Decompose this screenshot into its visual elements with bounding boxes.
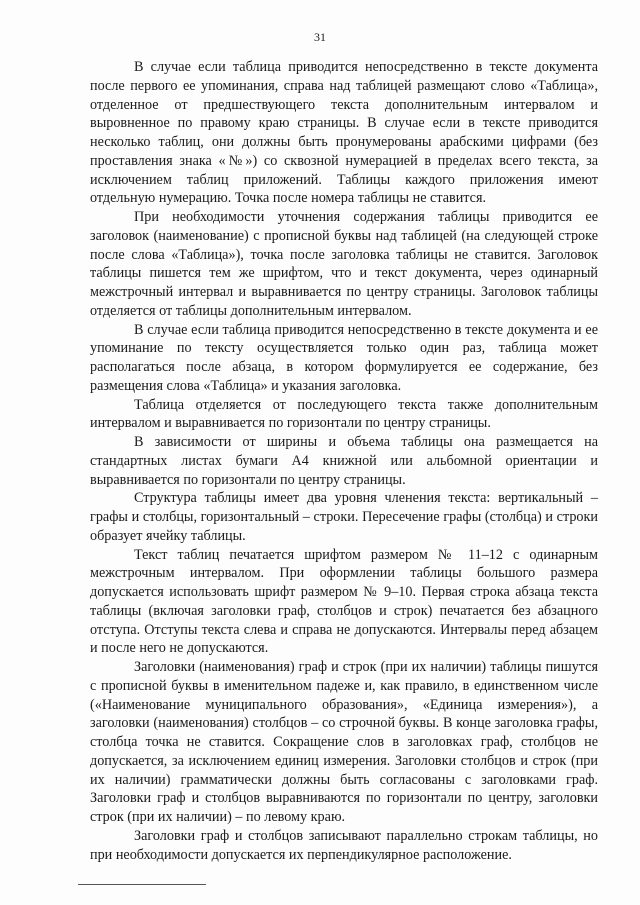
paragraph-table-placement: В случае если таблица приводится непосредственно в тексте документа после первого ее упоминания, справа над таблицей размещают слово «Таблица», отделенное от предшествующего текста дополнительным интервалом и выровненное по правому краю страницы. В случае если в тексте приводится несколько таблиц, они должны быть пронумерованы арабскими цифрами (без проставления знака «№») со сквозной нумерацией в пределах всего текста, за исключением таблиц приложений. Таблицы каждого приложения имеют отдельную нумерацию. Точка после номера таблицы не ставится. bbox=[90, 59, 598, 207]
paragraph-page-orientation: В зависимости от ширины и объема таблицы она размещается на стандартных листах бумаги А4 книжной или альбомной ориентации и выравнивается по горизонтали по центру страницы. bbox=[90, 434, 598, 488]
footnote-rule bbox=[78, 884, 206, 885]
paragraph-heading-orientation: Заголовки граф и столбцов записывают параллельно строкам таблицы, но при необходимости допускается их перпендикулярное расположение. bbox=[90, 827, 598, 863]
paragraph-table-title: При необходимости уточнения содержания таблицы приводится ее заголовок (наименование) с прописной буквы над таблицей (на следующей строке после слова «Таблица»), точка после заголовка таблицы не ставится. Заголовок таблицы пишется тем же шрифтом, что и текст документа, через одинарный межстрочный интервал и выравнивается по центру страницы. Заголовок таблицы отделяется от таблицы дополнительным интервалом. bbox=[90, 209, 598, 319]
paragraph-table-structure: Структура таблицы имеет два уровня членения текста: вертикальный – графы и столбцы, горизонтальный – строки. Пересечение графы (столбца) и строки образует ячейку таблицы. bbox=[90, 490, 598, 544]
page-number: 31 bbox=[314, 30, 326, 44]
paragraph-single-mention: В случае если таблица приводится непосредственно в тексте документа и ее упоминание по тексту осуществляется только один раз, таблица может располагаться после абзаца, в котором формулируется ее содержание, без размещения слова «Таблица» и указания заголовка. bbox=[90, 321, 598, 394]
paragraph-column-headings: Заголовки (наименования) граф и строк (при их наличии) таблицы пишутся с прописной буквы в именительном падеже и, как правило, в единственном числе («Наименование муниципального образования», «Единица измерения»), а заголовки (наименования) столбцов – со строчной буквы. В конце заголовка графы, столбца точка не ставится. Сокращение слов в заголовках граф, столбцов не допускается, за исключением единиц измерения. Заголовки столбцов и строк (при их наличии) грамматически должны быть согласованы с заголовками граф. Заголовки граф и столбцов выравниваются по горизонтали по центру, заголовки строк (при их наличии) – по левому краю. bbox=[90, 659, 598, 825]
paragraph-table-spacing: Таблица отделяется от последующего текста также дополнительным интервалом и выравнивается по горизонтали по центру страницы. bbox=[90, 396, 598, 432]
paragraph-table-font: Текст таблиц печатается шрифтом размером № 11–12 с одинарным межстрочным интервалом. При оформлении таблицы большого размера допускается использовать шрифт размером № 9–10. Первая строка абзаца текста таблицы (включая заголовки граф, столбцов и строк) печатается без абзацного отступа. Отступы текста слева и справа не допускаются. Интервалы перед абзацем и после него не допускаются. bbox=[90, 546, 598, 657]
body-text bbox=[90, 58, 598, 864]
